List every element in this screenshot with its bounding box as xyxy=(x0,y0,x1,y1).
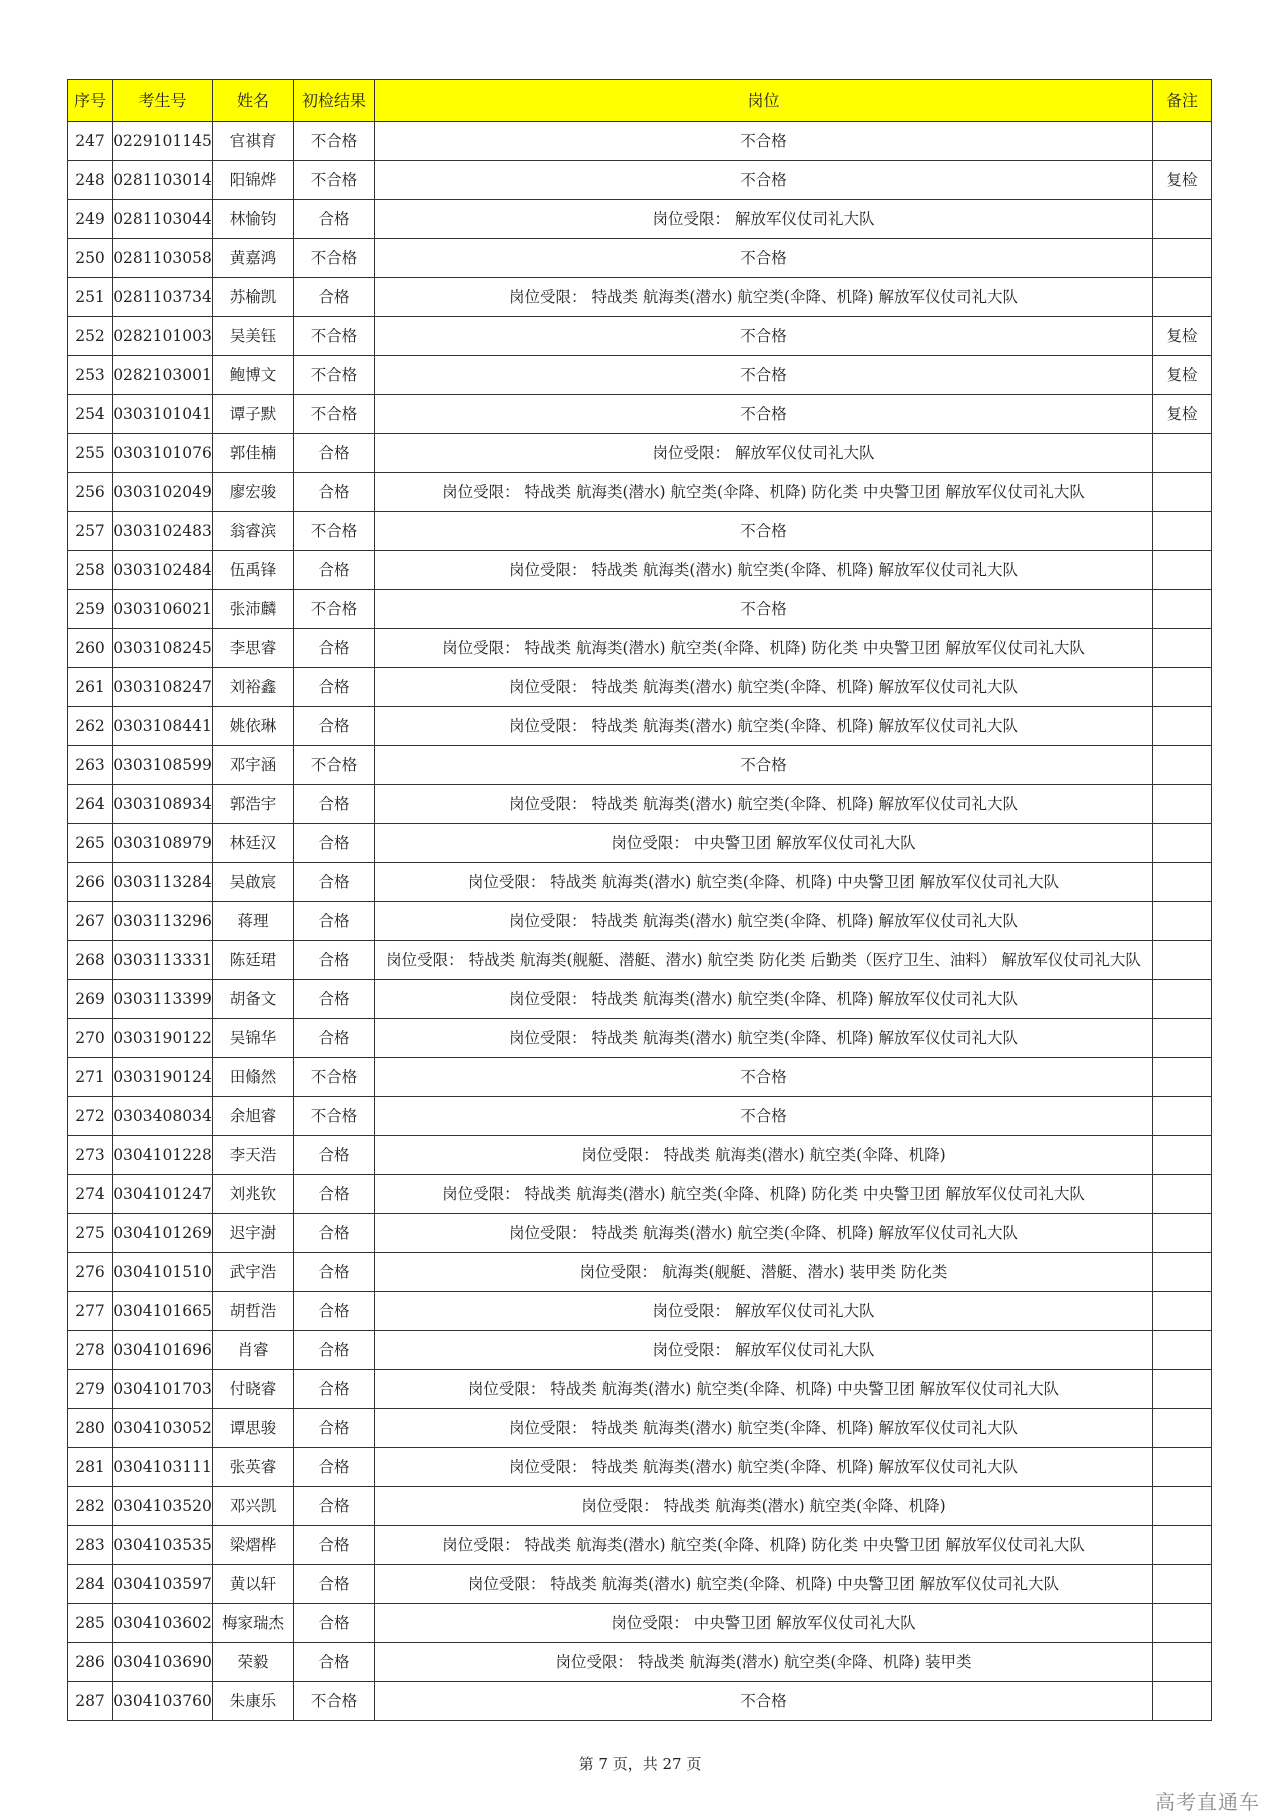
cell-result: 合格 xyxy=(294,1175,375,1214)
cell-exam-id: 0304103520 xyxy=(113,1487,213,1526)
cell-post: 岗位受限： 中央警卫团 解放军仪仗司礼大队 xyxy=(375,824,1153,863)
cell-result: 不合格 xyxy=(294,1097,375,1136)
cell-post: 岗位受限： 特战类 航海类(潜水) 航空类(伞降、机降) 解放军仪仗司礼大队 xyxy=(375,980,1153,1019)
cell-post: 不合格 xyxy=(375,1058,1153,1097)
header-name: 姓名 xyxy=(213,80,294,122)
table-row xyxy=(68,122,1212,161)
cell-remark xyxy=(1153,941,1212,980)
table-row xyxy=(68,434,1212,473)
cell-seq: 260 xyxy=(68,629,113,668)
cell-exam-id: 0303101041 xyxy=(113,395,213,434)
cell-remark xyxy=(1153,590,1212,629)
cell-exam-id: 0304103052 xyxy=(113,1409,213,1448)
cell-seq: 286 xyxy=(68,1643,113,1682)
cell-exam-id: 0229101145 xyxy=(113,122,213,161)
cell-result: 合格 xyxy=(294,1526,375,1565)
cell-exam-id: 0281103014 xyxy=(113,161,213,200)
cell-exam-id: 0304101696 xyxy=(113,1331,213,1370)
header-seq: 序号 xyxy=(68,80,113,122)
cell-seq: 266 xyxy=(68,863,113,902)
cell-name: 田翛然 xyxy=(213,1058,294,1097)
cell-exam-id: 0303108934 xyxy=(113,785,213,824)
cell-exam-id: 0304101703 xyxy=(113,1370,213,1409)
cell-seq: 265 xyxy=(68,824,113,863)
cell-post: 岗位受限： 特战类 航海类(潜水) 航空类(伞降、机降) 中央警卫团 解放军仪仗司礼大队 xyxy=(375,1565,1153,1604)
cell-name: 余旭睿 xyxy=(213,1097,294,1136)
cell-remark xyxy=(1153,1253,1212,1292)
cell-name: 黄嘉鸿 xyxy=(213,239,294,278)
cell-exam-id: 0303108245 xyxy=(113,629,213,668)
cell-name: 阳锦烨 xyxy=(213,161,294,200)
cell-post: 不合格 xyxy=(375,746,1153,785)
table-row xyxy=(68,980,1212,1019)
cell-seq: 250 xyxy=(68,239,113,278)
cell-seq: 272 xyxy=(68,1097,113,1136)
cell-seq: 275 xyxy=(68,1214,113,1253)
table-row xyxy=(68,590,1212,629)
cell-name: 官祺育 xyxy=(213,122,294,161)
cell-exam-id: 0304101269 xyxy=(113,1214,213,1253)
cell-remark xyxy=(1153,863,1212,902)
cell-result: 合格 xyxy=(294,1331,375,1370)
table-row xyxy=(68,1487,1212,1526)
table-row xyxy=(68,395,1212,434)
cell-name: 郭佳楠 xyxy=(213,434,294,473)
table-row xyxy=(68,473,1212,512)
cell-remark xyxy=(1153,1175,1212,1214)
cell-remark xyxy=(1153,1409,1212,1448)
cell-exam-id: 0304103597 xyxy=(113,1565,213,1604)
cell-name: 李思睿 xyxy=(213,629,294,668)
cell-remark xyxy=(1153,1604,1212,1643)
cell-remark xyxy=(1153,668,1212,707)
cell-remark xyxy=(1153,707,1212,746)
table-row xyxy=(68,1058,1212,1097)
cell-exam-id: 0304103760 xyxy=(113,1682,213,1721)
table-row xyxy=(68,1682,1212,1721)
cell-result: 不合格 xyxy=(294,356,375,395)
cell-remark xyxy=(1153,980,1212,1019)
cell-exam-id: 0304103111 xyxy=(113,1448,213,1487)
cell-result: 合格 xyxy=(294,1370,375,1409)
cell-name: 黄以轩 xyxy=(213,1565,294,1604)
cell-remark: 复检 xyxy=(1153,395,1212,434)
cell-remark xyxy=(1153,1331,1212,1370)
cell-exam-id: 0304101510 xyxy=(113,1253,213,1292)
cell-result: 合格 xyxy=(294,473,375,512)
cell-exam-id: 0303108441 xyxy=(113,707,213,746)
cell-result: 合格 xyxy=(294,1487,375,1526)
table-row xyxy=(68,785,1212,824)
cell-post: 不合格 xyxy=(375,1682,1153,1721)
cell-post: 岗位受限： 特战类 航海类(潜水) 航空类(伞降、机降) xyxy=(375,1487,1153,1526)
cell-post: 岗位受限： 特战类 航海类(潜水) 航空类(伞降、机降) 解放军仪仗司礼大队 xyxy=(375,551,1153,590)
cell-exam-id: 0303190122 xyxy=(113,1019,213,1058)
cell-post: 岗位受限： 特战类 航海类(潜水) 航空类(伞降、机降) 防化类 中央警卫团 解放军仪仗司礼大队 xyxy=(375,1175,1153,1214)
cell-remark xyxy=(1153,1526,1212,1565)
cell-name: 姚依琳 xyxy=(213,707,294,746)
cell-name: 张英睿 xyxy=(213,1448,294,1487)
cell-remark xyxy=(1153,1370,1212,1409)
table-row xyxy=(68,1604,1212,1643)
cell-result: 不合格 xyxy=(294,590,375,629)
cell-remark xyxy=(1153,1019,1212,1058)
cell-name: 伍禹锋 xyxy=(213,551,294,590)
cell-seq: 268 xyxy=(68,941,113,980)
watermark: 高考直通车 xyxy=(1155,1790,1260,1814)
cell-name: 梅家瑞杰 xyxy=(213,1604,294,1643)
cell-result: 合格 xyxy=(294,1292,375,1331)
cell-result: 合格 xyxy=(294,1448,375,1487)
cell-result: 不合格 xyxy=(294,239,375,278)
cell-exam-id: 0304103690 xyxy=(113,1643,213,1682)
table-row xyxy=(68,824,1212,863)
cell-post: 岗位受限： 特战类 航海类(潜水) 航空类(伞降、机降) 解放军仪仗司礼大队 xyxy=(375,1214,1153,1253)
cell-seq: 287 xyxy=(68,1682,113,1721)
table-row xyxy=(68,1019,1212,1058)
cell-remark xyxy=(1153,785,1212,824)
cell-exam-id: 0303102484 xyxy=(113,551,213,590)
cell-name: 谭子默 xyxy=(213,395,294,434)
table-row xyxy=(68,1526,1212,1565)
cell-post: 不合格 xyxy=(375,161,1153,200)
cell-result: 合格 xyxy=(294,863,375,902)
cell-seq: 280 xyxy=(68,1409,113,1448)
cell-result: 合格 xyxy=(294,278,375,317)
cell-exam-id: 0304101665 xyxy=(113,1292,213,1331)
cell-post: 岗位受限： 特战类 航海类(潜水) 航空类(伞降、机降) 解放军仪仗司礼大队 xyxy=(375,1448,1153,1487)
cell-result: 不合格 xyxy=(294,395,375,434)
header-post: 岗位 xyxy=(375,80,1153,122)
cell-post: 不合格 xyxy=(375,239,1153,278)
cell-seq: 249 xyxy=(68,200,113,239)
table-row xyxy=(68,1370,1212,1409)
cell-result: 合格 xyxy=(294,551,375,590)
cell-exam-id: 0303108979 xyxy=(113,824,213,863)
cell-name: 蒋理 xyxy=(213,902,294,941)
cell-name: 林愉钧 xyxy=(213,200,294,239)
cell-seq: 283 xyxy=(68,1526,113,1565)
table-row xyxy=(68,1565,1212,1604)
table-row xyxy=(68,1253,1212,1292)
cell-name: 鲍博文 xyxy=(213,356,294,395)
cell-result: 不合格 xyxy=(294,1682,375,1721)
cell-result: 合格 xyxy=(294,941,375,980)
cell-seq: 253 xyxy=(68,356,113,395)
cell-name: 李天浩 xyxy=(213,1136,294,1175)
cell-remark xyxy=(1153,1058,1212,1097)
cell-result: 合格 xyxy=(294,824,375,863)
cell-exam-id: 0303102049 xyxy=(113,473,213,512)
cell-post: 岗位受限： 特战类 航海类(潜水) 航空类(伞降、机降) 防化类 中央警卫团 解放军仪仗司礼大队 xyxy=(375,1526,1153,1565)
cell-result: 不合格 xyxy=(294,1058,375,1097)
cell-post: 岗位受限： 特战类 航海类(潜水) 航空类(伞降、机降) 解放军仪仗司礼大队 xyxy=(375,1409,1153,1448)
cell-result: 不合格 xyxy=(294,512,375,551)
cell-post: 岗位受限： 特战类 航海类(潜水) 航空类(伞降、机降) 解放军仪仗司礼大队 xyxy=(375,785,1153,824)
cell-post: 岗位受限： 特战类 航海类(潜水) 航空类(伞降、机降) 解放军仪仗司礼大队 xyxy=(375,902,1153,941)
table-row xyxy=(68,629,1212,668)
cell-remark xyxy=(1153,746,1212,785)
cell-exam-id: 0281103058 xyxy=(113,239,213,278)
table-row xyxy=(68,902,1212,941)
cell-result: 合格 xyxy=(294,1136,375,1175)
table-row xyxy=(68,1136,1212,1175)
cell-name: 吴锦华 xyxy=(213,1019,294,1058)
table-row xyxy=(68,1643,1212,1682)
cell-exam-id: 0281103044 xyxy=(113,200,213,239)
cell-remark xyxy=(1153,1643,1212,1682)
table-row xyxy=(68,863,1212,902)
cell-result: 合格 xyxy=(294,200,375,239)
cell-post: 岗位受限： 航海类(舰艇、潜艇、潜水) 装甲类 防化类 xyxy=(375,1253,1153,1292)
cell-exam-id: 0282103001 xyxy=(113,356,213,395)
cell-result: 合格 xyxy=(294,1565,375,1604)
cell-result: 合格 xyxy=(294,707,375,746)
cell-remark xyxy=(1153,1682,1212,1721)
cell-name: 谭思骏 xyxy=(213,1409,294,1448)
cell-remark xyxy=(1153,122,1212,161)
table-row xyxy=(68,746,1212,785)
table-row xyxy=(68,278,1212,317)
cell-name: 廖宏骏 xyxy=(213,473,294,512)
cell-post: 不合格 xyxy=(375,317,1153,356)
cell-exam-id: 0303113331 xyxy=(113,941,213,980)
cell-remark xyxy=(1153,239,1212,278)
cell-remark xyxy=(1153,1136,1212,1175)
cell-name: 苏榆凯 xyxy=(213,278,294,317)
cell-seq: 258 xyxy=(68,551,113,590)
cell-seq: 255 xyxy=(68,434,113,473)
cell-remark xyxy=(1153,824,1212,863)
cell-post: 岗位受限： 特战类 航海类(潜水) 航空类(伞降、机降) 中央警卫团 解放军仪仗司礼大队 xyxy=(375,863,1153,902)
table-row xyxy=(68,707,1212,746)
cell-post: 岗位受限： 解放军仪仗司礼大队 xyxy=(375,1292,1153,1331)
cell-result: 合格 xyxy=(294,1643,375,1682)
table-row xyxy=(68,1331,1212,1370)
cell-name: 吴啟宸 xyxy=(213,863,294,902)
cell-seq: 256 xyxy=(68,473,113,512)
cell-remark xyxy=(1153,473,1212,512)
cell-seq: 267 xyxy=(68,902,113,941)
cell-name: 刘兆钦 xyxy=(213,1175,294,1214)
results-table xyxy=(67,79,1212,1721)
cell-post: 岗位受限： 特战类 航海类(潜水) 航空类(伞降、机降) 防化类 中央警卫团 解放军仪仗司礼大队 xyxy=(375,629,1153,668)
cell-exam-id: 0303113296 xyxy=(113,902,213,941)
cell-seq: 284 xyxy=(68,1565,113,1604)
cell-exam-id: 0303108599 xyxy=(113,746,213,785)
header-exam-id: 考生号 xyxy=(113,80,213,122)
cell-name: 胡哲浩 xyxy=(213,1292,294,1331)
cell-exam-id: 0304101228 xyxy=(113,1136,213,1175)
cell-name: 陈廷珺 xyxy=(213,941,294,980)
cell-exam-id: 0303113399 xyxy=(113,980,213,1019)
cell-exam-id: 0303408034 xyxy=(113,1097,213,1136)
cell-remark xyxy=(1153,434,1212,473)
cell-seq: 285 xyxy=(68,1604,113,1643)
cell-remark xyxy=(1153,278,1212,317)
cell-remark xyxy=(1153,1097,1212,1136)
cell-post: 岗位受限： 特战类 航海类(潜水) 航空类(伞降、机降) 防化类 中央警卫团 解放军仪仗司礼大队 xyxy=(375,473,1153,512)
page-number: 第 7 页，共 27 页 xyxy=(578,1755,702,1773)
cell-seq: 282 xyxy=(68,1487,113,1526)
cell-result: 合格 xyxy=(294,785,375,824)
cell-post: 岗位受限： 特战类 航海类(潜水) 航空类(伞降、机降) 装甲类 xyxy=(375,1643,1153,1682)
table-row xyxy=(68,941,1212,980)
cell-seq: 279 xyxy=(68,1370,113,1409)
table-row xyxy=(68,1214,1212,1253)
cell-seq: 257 xyxy=(68,512,113,551)
cell-name: 朱康乐 xyxy=(213,1682,294,1721)
cell-exam-id: 0303101076 xyxy=(113,434,213,473)
cell-result: 合格 xyxy=(294,1019,375,1058)
cell-post: 不合格 xyxy=(375,1097,1153,1136)
header-result: 初检结果 xyxy=(294,80,375,122)
table-row xyxy=(68,551,1212,590)
table-row xyxy=(68,1409,1212,1448)
cell-exam-id: 0303102483 xyxy=(113,512,213,551)
cell-remark xyxy=(1153,1565,1212,1604)
cell-exam-id: 0303108247 xyxy=(113,668,213,707)
cell-remark xyxy=(1153,1487,1212,1526)
cell-post: 岗位受限： 特战类 航海类(潜水) 航空类(伞降、机降) 解放军仪仗司礼大队 xyxy=(375,278,1153,317)
cell-seq: 247 xyxy=(68,122,113,161)
cell-result: 合格 xyxy=(294,1409,375,1448)
cell-seq: 248 xyxy=(68,161,113,200)
table-row xyxy=(68,512,1212,551)
cell-result: 合格 xyxy=(294,1604,375,1643)
cell-result: 不合格 xyxy=(294,122,375,161)
cell-result: 合格 xyxy=(294,434,375,473)
cell-exam-id: 0304101247 xyxy=(113,1175,213,1214)
table-row xyxy=(68,668,1212,707)
cell-name: 刘裕鑫 xyxy=(213,668,294,707)
table-row xyxy=(68,239,1212,278)
cell-seq: 281 xyxy=(68,1448,113,1487)
cell-post: 不合格 xyxy=(375,356,1153,395)
cell-remark: 复检 xyxy=(1153,356,1212,395)
cell-result: 不合格 xyxy=(294,161,375,200)
cell-post: 不合格 xyxy=(375,122,1153,161)
cell-seq: 261 xyxy=(68,668,113,707)
cell-exam-id: 0304103602 xyxy=(113,1604,213,1643)
cell-seq: 269 xyxy=(68,980,113,1019)
table-header-row xyxy=(68,80,1212,122)
cell-remark xyxy=(1153,512,1212,551)
cell-name: 张沛麟 xyxy=(213,590,294,629)
cell-post: 岗位受限： 特战类 航海类(潜水) 航空类(伞降、机降) xyxy=(375,1136,1153,1175)
cell-remark xyxy=(1153,551,1212,590)
table-row xyxy=(68,317,1212,356)
cell-seq: 259 xyxy=(68,590,113,629)
cell-seq: 277 xyxy=(68,1292,113,1331)
cell-remark xyxy=(1153,902,1212,941)
cell-exam-id: 0303106021 xyxy=(113,590,213,629)
cell-exam-id: 0303113284 xyxy=(113,863,213,902)
cell-seq: 254 xyxy=(68,395,113,434)
cell-name: 吴美钰 xyxy=(213,317,294,356)
cell-post: 岗位受限： 特战类 航海类(舰艇、潜艇、潜水) 航空类 防化类 后勤类（医疗卫生、油料） 解放军仪仗司礼大队 xyxy=(375,941,1153,980)
table-row xyxy=(68,356,1212,395)
cell-seq: 262 xyxy=(68,707,113,746)
cell-seq: 252 xyxy=(68,317,113,356)
cell-remark: 复检 xyxy=(1153,317,1212,356)
cell-exam-id: 0281103734 xyxy=(113,278,213,317)
cell-remark xyxy=(1153,1214,1212,1253)
cell-remark xyxy=(1153,629,1212,668)
cell-name: 武宇浩 xyxy=(213,1253,294,1292)
cell-name: 迟宇澍 xyxy=(213,1214,294,1253)
cell-post: 岗位受限： 解放军仪仗司礼大队 xyxy=(375,200,1153,239)
cell-remark xyxy=(1153,1448,1212,1487)
table-body xyxy=(68,122,1212,1721)
cell-seq: 270 xyxy=(68,1019,113,1058)
cell-seq: 276 xyxy=(68,1253,113,1292)
cell-seq: 274 xyxy=(68,1175,113,1214)
cell-result: 合格 xyxy=(294,980,375,1019)
cell-seq: 251 xyxy=(68,278,113,317)
cell-post: 不合格 xyxy=(375,512,1153,551)
cell-name: 梁熠桦 xyxy=(213,1526,294,1565)
table-row xyxy=(68,1292,1212,1331)
cell-seq: 273 xyxy=(68,1136,113,1175)
table-row xyxy=(68,1097,1212,1136)
cell-result: 合格 xyxy=(294,1214,375,1253)
cell-post: 岗位受限： 特战类 航海类(潜水) 航空类(伞降、机降) 中央警卫团 解放军仪仗司礼大队 xyxy=(375,1370,1153,1409)
cell-post: 岗位受限： 解放军仪仗司礼大队 xyxy=(375,1331,1153,1370)
cell-remark: 复检 xyxy=(1153,161,1212,200)
cell-exam-id: 0282101003 xyxy=(113,317,213,356)
cell-seq: 278 xyxy=(68,1331,113,1370)
cell-result: 合格 xyxy=(294,629,375,668)
cell-exam-id: 0304103535 xyxy=(113,1526,213,1565)
cell-remark xyxy=(1153,200,1212,239)
cell-name: 肖睿 xyxy=(213,1331,294,1370)
cell-name: 邓宇涵 xyxy=(213,746,294,785)
cell-name: 付晓睿 xyxy=(213,1370,294,1409)
header-remark: 备注 xyxy=(1153,80,1212,122)
cell-seq: 271 xyxy=(68,1058,113,1097)
cell-name: 荣毅 xyxy=(213,1643,294,1682)
cell-result: 合格 xyxy=(294,902,375,941)
cell-name: 郭浩宇 xyxy=(213,785,294,824)
cell-seq: 264 xyxy=(68,785,113,824)
cell-post: 岗位受限： 特战类 航海类(潜水) 航空类(伞降、机降) 解放军仪仗司礼大队 xyxy=(375,707,1153,746)
cell-post: 不合格 xyxy=(375,395,1153,434)
cell-result: 合格 xyxy=(294,668,375,707)
table-row xyxy=(68,200,1212,239)
cell-post: 岗位受限： 解放军仪仗司礼大队 xyxy=(375,434,1153,473)
cell-seq: 263 xyxy=(68,746,113,785)
cell-name: 邓兴凯 xyxy=(213,1487,294,1526)
cell-remark xyxy=(1153,1292,1212,1331)
cell-name: 胡备文 xyxy=(213,980,294,1019)
cell-post: 不合格 xyxy=(375,590,1153,629)
table-row xyxy=(68,161,1212,200)
table-row xyxy=(68,1448,1212,1487)
cell-result: 合格 xyxy=(294,1253,375,1292)
cell-post: 岗位受限： 中央警卫团 解放军仪仗司礼大队 xyxy=(375,1604,1153,1643)
cell-result: 不合格 xyxy=(294,746,375,785)
cell-post: 岗位受限： 特战类 航海类(潜水) 航空类(伞降、机降) 解放军仪仗司礼大队 xyxy=(375,1019,1153,1058)
table-row xyxy=(68,1175,1212,1214)
cell-name: 翁睿滨 xyxy=(213,512,294,551)
cell-name: 林廷汉 xyxy=(213,824,294,863)
cell-post: 岗位受限： 特战类 航海类(潜水) 航空类(伞降、机降) 解放军仪仗司礼大队 xyxy=(375,668,1153,707)
cell-exam-id: 0303190124 xyxy=(113,1058,213,1097)
cell-result: 不合格 xyxy=(294,317,375,356)
